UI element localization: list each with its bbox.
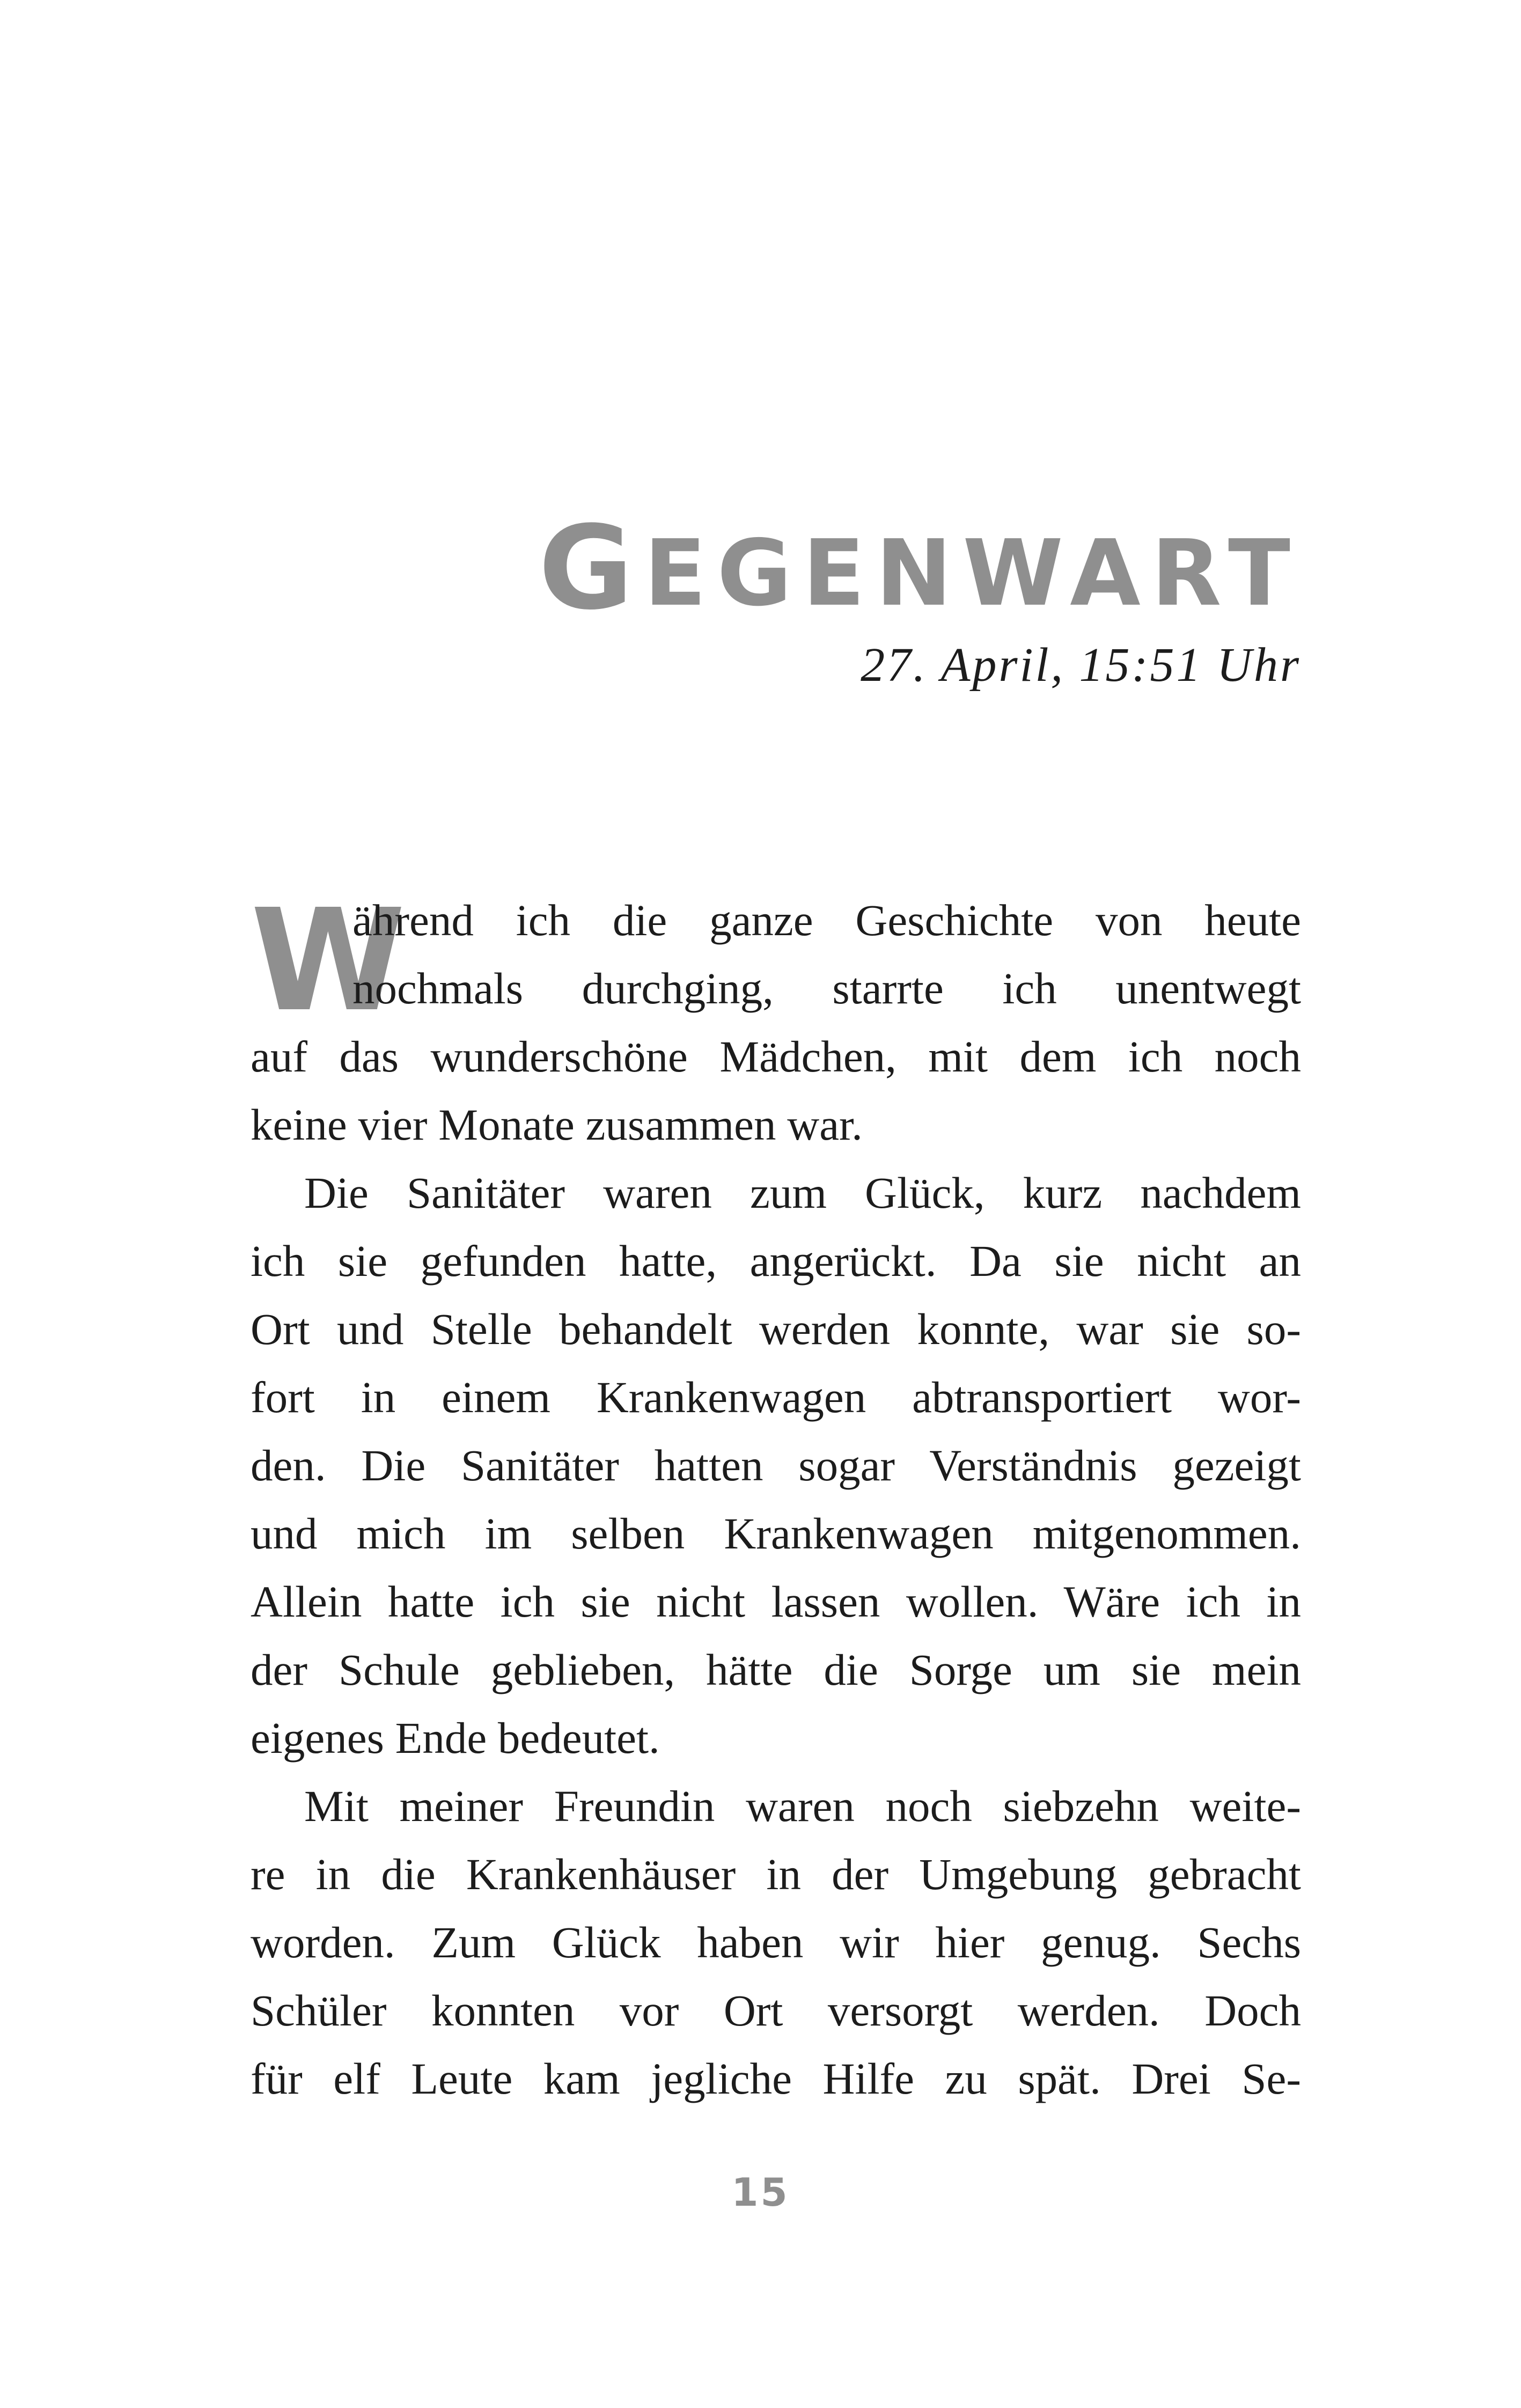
text-line: re in die Krankenhäuser in der Umgebung gebracht (251, 1849, 1301, 1899)
page-number: 15 (731, 2170, 790, 2215)
text-line: den. Die Sanitäter hatten sogar Verständnis gezeigt (251, 1441, 1301, 1490)
text-line: der Schule geblieben, hätte die Sorge um sie mein (251, 1645, 1301, 1694)
text-line: worden. Zum Glück haben wir hier genug. Sechs (251, 1918, 1301, 1967)
paragraph-2 (251, 1159, 1301, 1772)
text-line: eigenes Ende bedeutet. (251, 1713, 660, 1763)
text-line: Schüler konnten vor Ort versorgt werden. Doch (251, 1986, 1301, 2035)
text-line: nochmals durchging, starrte ich unentwegt (352, 964, 1301, 1013)
text-line: ährend ich die ganze Geschichte von heute (352, 895, 1301, 945)
paragraph-3 (251, 1772, 1301, 2113)
text-line: Mit meiner Freundin waren noch siebzehn weite- (304, 1781, 1301, 1831)
chapter-heading (538, 501, 1301, 635)
text-line: auf das wunderschöne Mädchen, mit dem ich noch (251, 1032, 1301, 1081)
chapter-timestamp: 27. April, 15:51 Uhr (861, 638, 1301, 692)
text-line: keine vier Monate zusammen war. (251, 1100, 863, 1149)
body-text (251, 879, 1301, 2113)
text-line: ich sie gefunden hatte, angerückt. Da sie nicht an (251, 1236, 1301, 1286)
paragraph-1 (251, 879, 1301, 1159)
text-line: Die Sanitäter waren zum Glück, kurz nachdem (304, 1168, 1301, 1217)
text-line: Allein hatte ich sie nicht lassen wollen. Wäre ich in (251, 1577, 1301, 1626)
chapter-heading-initial: G (538, 501, 644, 635)
drop-cap: W (251, 879, 406, 1043)
text-line: fort in einem Krankenwagen abtransportiert wor- (251, 1372, 1301, 1422)
text-line: für elf Leute kam jegliche Hilfe zu spät. Drei Se- (251, 2054, 1301, 2103)
text-line: und mich im selben Krankenwagen mitgenommen. (251, 1509, 1301, 1558)
chapter-heading-rest: EGENWART (644, 520, 1301, 627)
text-line: Ort und Stelle behandelt werden konnte, war sie so- (251, 1304, 1301, 1354)
